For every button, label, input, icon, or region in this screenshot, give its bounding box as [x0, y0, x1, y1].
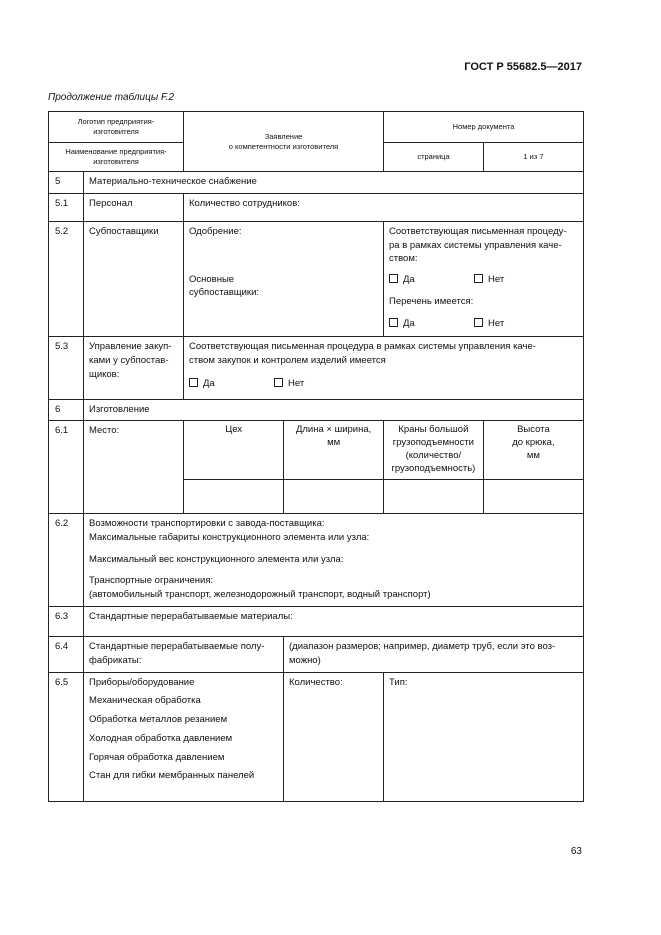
- workshop-cell[interactable]: [184, 479, 284, 513]
- size-header-1: Длина × ширина,: [295, 424, 372, 436]
- transport-line-3: Максимальный вес конструкционного элемента или узла:: [89, 553, 344, 565]
- crane-header-1: Краны большой: [398, 424, 469, 436]
- equipment-item: Горячая обработка давлением: [89, 751, 225, 763]
- equipment-item: Обработка металлов резанием: [89, 714, 228, 726]
- page-value: 1 из 7: [484, 143, 584, 172]
- checkbox-yes[interactable]: [189, 378, 198, 387]
- table-row: [49, 672, 584, 802]
- yes-label: Да: [403, 317, 415, 329]
- checkbox-yes[interactable]: [389, 318, 398, 327]
- procurement-text-2: ством закупок и контролем изделий имеется: [189, 355, 386, 367]
- equipment-label: Приборы/оборудование: [89, 676, 195, 688]
- document-number-label: Номер документа: [384, 112, 584, 143]
- procedure-text-3: ством:: [389, 253, 418, 265]
- row-number: 6.2: [49, 514, 84, 607]
- table-row: [49, 421, 584, 514]
- table-row: [49, 607, 584, 637]
- height-header-3: мм: [526, 450, 540, 462]
- size-range-note-2: можно): [289, 654, 321, 666]
- height-header-2: до крюка,: [512, 437, 555, 449]
- size-range-note-1: (диапазон размеров; например, диаметр труб, если это воз-: [289, 641, 556, 652]
- transport-line-4: Транспортные ограничения:: [89, 575, 214, 587]
- section-title: Изготовление: [84, 399, 584, 421]
- main-suppliers-label-1: Основные: [189, 273, 235, 285]
- table-row: [49, 337, 584, 399]
- row-label: Персонал: [84, 193, 184, 221]
- transport-line-2: Максимальные габариты конструкционного элемента или узла:: [89, 531, 370, 543]
- row-number: 6: [49, 399, 84, 421]
- row-number: 5.1: [49, 193, 84, 221]
- row-label-3: щиков:: [89, 368, 120, 380]
- location-subtable: [184, 421, 583, 513]
- checkbox-no[interactable]: [474, 274, 483, 283]
- table-row: [49, 514, 584, 607]
- quantity-label: Количество:: [289, 676, 343, 688]
- type-label: Тип:: [389, 676, 408, 688]
- table-continuation-caption: Продолжение таблицы F.2: [48, 92, 175, 103]
- checkbox-yes[interactable]: [389, 274, 398, 283]
- transport-line-5: (автомобильный транспорт, железнодорожный транспорт, водный транспорт): [89, 589, 431, 601]
- materials-field: Стандартные перерабатываемые материалы:: [84, 607, 584, 637]
- main-suppliers-label-2: субпоставщики:: [189, 287, 260, 299]
- equipment-item: Механическая обработка: [89, 695, 201, 707]
- crane-header-4: грузоподъемность): [391, 462, 476, 474]
- standard-code: ГОСТ Р 55682.5—2017: [464, 61, 582, 73]
- competence-table: [48, 171, 584, 802]
- equipment-item: Холодная обработка давлением: [89, 732, 233, 744]
- procurement-text-1: Соответствующая письменная процедура в рамках системы управления каче-: [189, 341, 536, 353]
- list-exists-label: Перечень имеется:: [389, 295, 474, 307]
- semi-products-label-2: фабрикаты:: [89, 654, 142, 666]
- company-name-label: Наименование предприятия-изготовителя: [49, 143, 184, 172]
- procedure-text-1: Соответствующая письменная процеду-: [389, 225, 567, 237]
- row-number: 6.3: [49, 607, 84, 637]
- row-number: 5.2: [49, 221, 84, 337]
- semi-products-label-1: Стандартные перерабатываемые полу-: [89, 641, 265, 652]
- crane-header-2: грузоподъемности: [392, 437, 474, 449]
- size-cell[interactable]: [284, 479, 384, 513]
- row-number: 5.3: [49, 337, 84, 399]
- no-label: Нет: [288, 377, 305, 389]
- row-label: Субпоставщики: [84, 221, 184, 337]
- crane-cell[interactable]: [384, 479, 484, 513]
- height-cell[interactable]: [483, 479, 583, 513]
- table-row: [49, 399, 584, 421]
- row-number: 6.4: [49, 637, 84, 673]
- checkbox-no[interactable]: [274, 378, 283, 387]
- table-row: [49, 172, 584, 194]
- size-header-2: мм: [327, 437, 341, 449]
- no-label: Нет: [488, 317, 505, 329]
- row-label: Место:: [84, 421, 184, 514]
- row-label-1: Управление закуп-: [89, 341, 172, 353]
- workshop-header: Цех: [184, 421, 284, 479]
- table-row: [49, 221, 584, 337]
- form-header-table: [48, 111, 584, 172]
- crane-header-3: (количество/: [405, 450, 462, 462]
- section-title: Материально-техническое снабжение: [84, 172, 584, 194]
- procedure-text-2: ра в рамках системы управления каче-: [389, 239, 562, 251]
- logo-label: Логотип предприятия-изготовителя: [49, 112, 184, 143]
- form-title: [184, 112, 384, 172]
- table-row: [49, 637, 584, 673]
- transport-line-1: Возможности транспортировки с завода-поставщика:: [89, 518, 325, 530]
- no-label: Нет: [488, 274, 505, 286]
- yes-label: Да: [203, 377, 215, 389]
- approval-label: Одобрение:: [189, 225, 242, 237]
- equipment-item: Стан для гибки мембранных панелей: [89, 770, 255, 782]
- height-header-1: Высота: [517, 424, 550, 436]
- row-label-2: ками у субпостав-: [89, 355, 169, 367]
- yes-label: Да: [403, 274, 415, 286]
- row-number: 6.1: [49, 421, 84, 514]
- form-title-line1: Заявление: [264, 131, 303, 141]
- page-number: 63: [570, 846, 582, 857]
- table-row: [49, 193, 584, 221]
- staff-count-field: Количество сотрудников:: [184, 193, 584, 221]
- page-label: страница: [384, 143, 484, 172]
- row-number: 6.5: [49, 672, 84, 802]
- row-number: 5: [49, 172, 84, 194]
- form-title-line2: о компетентности изготовителя: [228, 141, 339, 151]
- checkbox-no[interactable]: [474, 318, 483, 327]
